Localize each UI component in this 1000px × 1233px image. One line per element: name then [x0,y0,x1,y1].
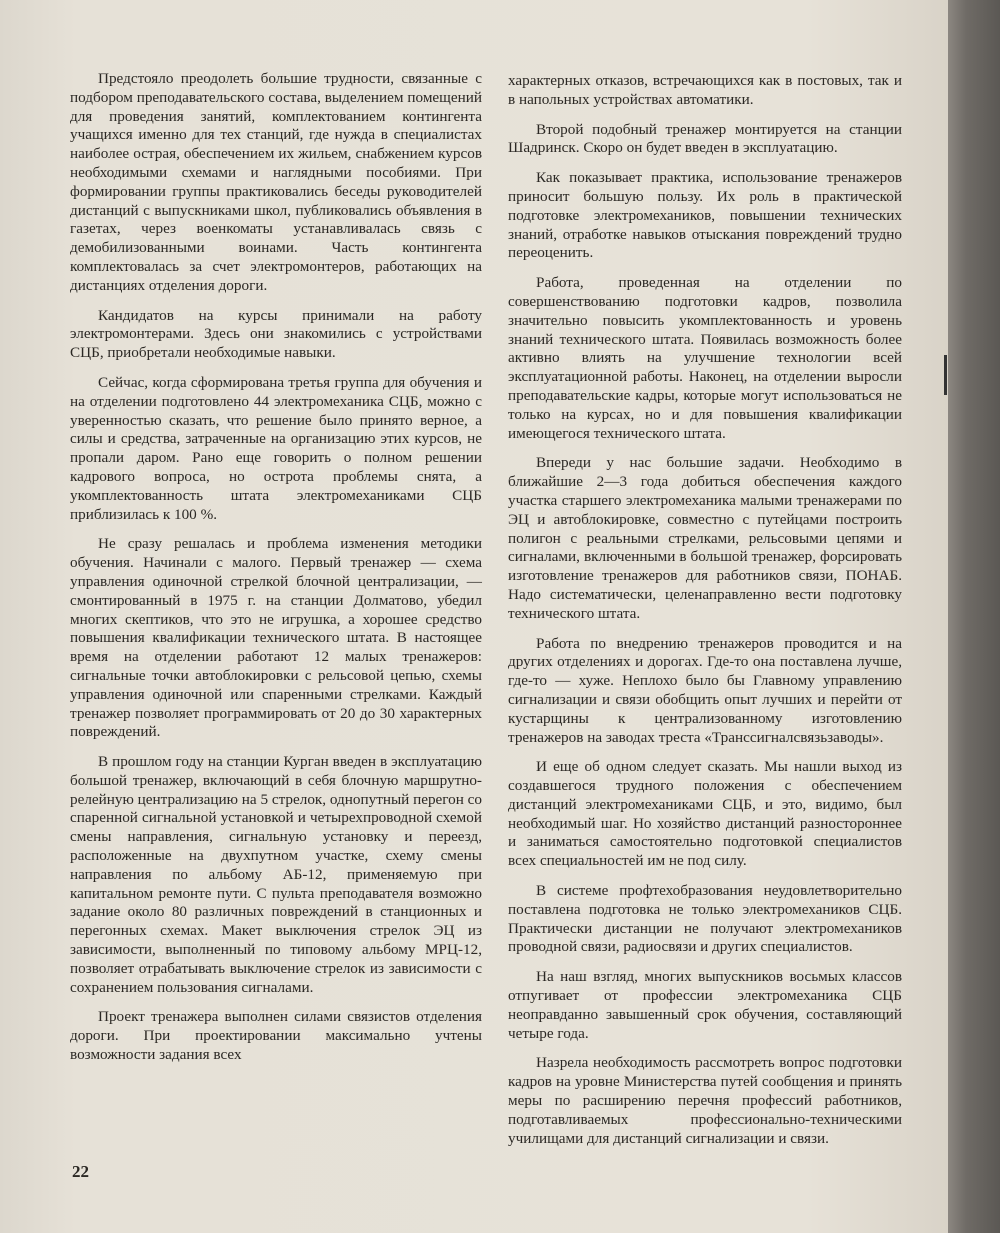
paragraph: И еще об одном следует сказать. Мы нашли выход из создавшегося трудного положения с обеспечением дистанций электромеханиками СЦБ, и это, видимо, был необходимый шаг. Но хозяйство дистанций разностороннее и заниматься самостоятельно подготовкой специалистов всех специальностей им не под силу. [508,758,902,870]
paragraph: Работа по внедрению тренажеров проводится и на других отделениях и дорогах. Где-то она поставлена лучше, где-то — хуже. Неплохо было бы Главному управлению сигнализации и связи обобщить опыт лучших и перейти от кустарщины к централизованному изготовлению тренажеров на заводах треста «Транссигналсвязьзаводы». [508,634,902,746]
margin-mark [944,355,947,395]
left-text-column [70,70,482,1076]
paragraph: На наш взгляд, многих выпускников восьмых классов отпугивает от профессии электромеханика СЦБ неоправданно завышенный срок обучения, составляющий четыре года. [508,968,902,1042]
page-number: 22 [72,1162,89,1181]
paragraph: Второй подобный тренажер монтируется на станции Шадринск. Скоро он будет введен в эксплуатацию. [508,120,902,157]
paragraph: Проект тренажера выполнен силами связистов отделения дороги. При проектировании максимально учтены возможности задания всех [70,1008,482,1064]
paragraph: В прошлом году на станции Курган введен в эксплуатацию большой тренажер, включающий в себя блочную маршрутно-релейную централизацию на 5 стрелок, однопутный перегон со спаренной сигнальной установкой и четырехпроводной схемой смены направления, сигнальную установку и переезд, расположенные на двухпутном участке, схему смены направления по альбому АБ-12, применяемую при капитальном ремонте пути. С пульта преподавателя возможно задание около 80 различных повреждений в станционных и перегонных схемах. Макет выключения стрелок ЭЦ из зависимости, выполненный по типовому альбому МРЦ-12, позволяет отрабатывать выключение стрелок из зависимости с сохранением пользования сигналами. [70,753,483,996]
paragraph: Сейчас, когда сформирована третья группа для обучения и на отделении подготовлено 44 электромеханика СЦБ, можно с уверенностью сказать, что решение было принято верное, а силы и средства, затраченные на организацию этих курсов, не пропали даром. Рано еще говорить о полном решении кадрового вопроса, но острота проблемы снята, а укомплектованность штата электромеханиками СЦБ приблизилась к 100 %. [70,373,482,523]
paragraph: Не сразу решалась и проблема изменения методики обучения. Начинали с малого. Первый тренажер — схема управления одиночной стрелкой блочной централизации, — смонтированный в 1975 г. на станции Долматово, убедил многих скептиков, что это не игрушка, а хорошее средство повышения квалификации технического штата. В настоящее время на отделении работают 12 малых тренажеров: сигнальные точки автоблокировки с рельсовой цепью, схемы управления одиночной или спаренными стрелками. Каждый тренажер позволяет программировать от 20 до 30 характерных повреждений. [70,535,482,741]
binding-spine [948,0,1000,1233]
paragraph: Работа, проведенная на отделении по совершенствованию подготовки кадров, позволила значительно повысить укомплектованность и уровень знаний технического штата. Появилась возможность более активно влиять на улучшение технологии всей эксплуатационной работы. Наконец, на отделении выросли преподавательские кадры, которые могут использоваться не только на курсах, но и для повышения квалификации имеющегося технического штата. [508,274,902,442]
paragraph: Кандидатов на курсы принимали на работу электромонтерами. Здесь они знакомились с устройствами СЦБ, приобретали необходимые навыки. [70,306,482,362]
paragraph: Как показывает практика, использование тренажеров приносит большую пользу. Их роль в практической подготовке электромехаников, повышении технических знаний, отработке навыков отыскания повреждений трудно переоценить. [508,169,902,262]
paragraph: В системе профтехобразования неудовлетворительно поставлена подготовка не только электромехаников СЦБ. Практически дистанции не получают электромехаников проводной связи, радиосвязи и других специалистов. [508,882,902,956]
paragraph: Назрела необходимость рассмотреть вопрос подготовки кадров на уровне Министерства путей сообщения и принять меры по расширению перечня профессий работников, подготавливаемых профессионально-техническими училищами для дистанций сигнализации и связи. [508,1054,902,1147]
paragraph-continued: характерных отказов, встречающихся как в постовых, так и в напольных устройствах автоматики. [508,72,902,108]
paragraph: Предстояло преодолеть большие трудности, связанные с подбором преподавательского состава, выделением помещений для проведения занятий, комплектованием контингента учащихся именно для тех станций, где нужда в специалистах наиболее острая, обеспечением их жильем, снабжением курсов необходимыми схемами и наглядными пособиями. При формировании группы практиковались беседы руководителей дистанций с выпускниками школ, публиковались объявления в газетах, через военкоматы устанавливалась связь с демобилизованными воинами. Часть контингента комплектовалась за счет электромонтеров, работающих на дистанциях отделения дороги. [70,70,482,294]
paragraph: Впереди у нас большие задачи. Необходимо в ближайшие 2—3 года добиться обеспечения каждого участка старшего электромеханика малыми тренажерами по ЭЦ и автоблокировке, совместно с путейцами построить полигон с реальными стрелками, рельсовыми цепями и сигналами, включенными в большой тренажер, форсировать изготовление тренажеров для работников связи, ПОНАБ. Надо систематически, целенаправленно вести подготовку технического штата. [508,454,902,622]
right-text-column [508,72,902,1159]
